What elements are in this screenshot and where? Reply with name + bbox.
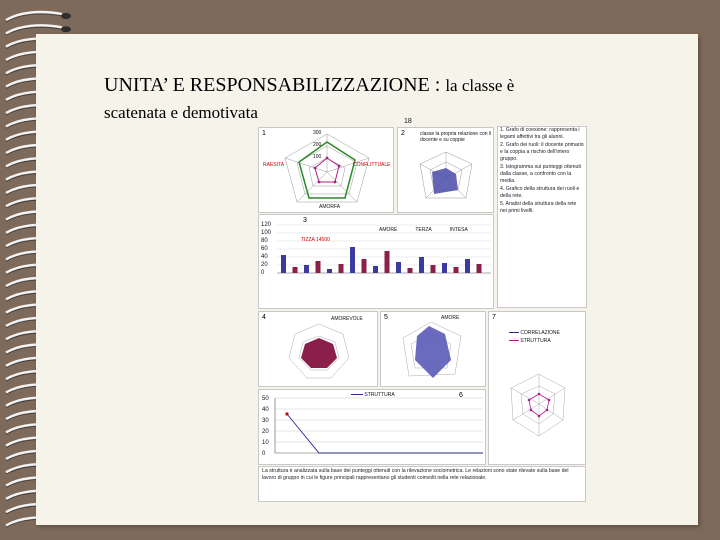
- panel-number: 2: [401, 130, 405, 137]
- bar: [339, 264, 344, 273]
- y-tick: 100: [261, 230, 272, 236]
- bar: [442, 263, 447, 273]
- bar-legend-item: INTESA: [449, 227, 468, 233]
- note-item: 2. Grafo dei ruoli: il docente primario e la coppia a rischio dell'intero gruppo.: [500, 142, 584, 162]
- bar: [281, 255, 286, 273]
- note-item: 1. Grafo di coesione: rappresenta i legami affettivi tra gli alunni.: [500, 127, 580, 140]
- bar-legend: [379, 218, 468, 236]
- title-main: UNITA’ E RESPONSABILIZZAZIONE :: [104, 74, 441, 96]
- note-item: 3. Istogramma sui punteggi ottenuti dalla classe, a confronto con la media.: [500, 164, 582, 184]
- bar: [419, 257, 424, 273]
- radar1-label: 200: [313, 142, 322, 148]
- panel-number: 1: [262, 130, 266, 137]
- panel-number: 4: [262, 314, 266, 321]
- y-tick: 40: [262, 407, 269, 413]
- y-tick: 120: [261, 222, 272, 228]
- bar: [362, 259, 367, 273]
- y-tick: 60: [261, 246, 268, 252]
- radar-chart-5: [381, 312, 486, 387]
- y-tick: 10: [262, 440, 269, 446]
- panel-number: 3: [303, 217, 307, 224]
- bar-legend-item: AMORE: [379, 227, 398, 233]
- bar: [408, 268, 413, 273]
- y-tick: 50: [262, 396, 269, 402]
- radar-chart-4: [259, 312, 378, 387]
- panel-number: 7: [492, 314, 496, 321]
- bar: [304, 265, 309, 273]
- note-item: 4. Grafico della struttura dei ruoli e della rete.: [500, 186, 580, 199]
- radar1-label: CONFLITTUALE: [353, 162, 391, 168]
- y-tick: 0: [262, 451, 266, 457]
- panel2-title: classe la propria relazione con il docente e su coppie: [420, 131, 492, 143]
- radar1-label: AMORFA: [319, 204, 341, 210]
- slide-subtitle: scatenata e demotivata: [104, 103, 258, 122]
- title-small: la classe è: [445, 76, 515, 95]
- spiral-ring: [6, 12, 71, 22]
- bar: [327, 269, 332, 273]
- y-tick: 0: [261, 270, 265, 276]
- bar: [431, 265, 436, 273]
- bar: [293, 267, 298, 273]
- panel7-legend-item: CORRELAZIONE: [509, 330, 560, 336]
- line-y-axis: [262, 394, 269, 460]
- bar: [454, 267, 459, 273]
- panel4-legend: AMOREVOLE: [331, 316, 363, 322]
- y-tick: 20: [261, 262, 268, 268]
- bar: [373, 266, 378, 273]
- y-tick: 30: [262, 418, 269, 424]
- bar: [396, 262, 401, 273]
- line-legend: STRUTTURA: [351, 392, 395, 398]
- panel-number: 5: [384, 314, 388, 321]
- panel-number: 6: [459, 392, 463, 399]
- slide-title: [104, 74, 514, 97]
- radar-chart-1: [259, 128, 394, 213]
- panel5-legend: AMORE: [441, 315, 460, 321]
- caption-text: La struttura è analizzata sulla base dei punteggi ottenuti con la rilevazione sociometrica. Le relazioni sono state rilevate sulla base del lavoro di gruppo in cui le figure principali rappresentano gli studenti coinvolti nella rete relazionale.: [262, 468, 569, 481]
- note-item: 5. Analisi della struttura della rete nei primi livelli.: [500, 201, 577, 214]
- y-tick: 20: [262, 429, 269, 435]
- bar-y-axis: [261, 221, 271, 277]
- radar-panel-2: [397, 127, 494, 213]
- bar: [350, 247, 355, 273]
- y-tick: 40: [261, 254, 268, 260]
- y-tick: 80: [261, 238, 268, 244]
- bar-chart-panel: [258, 214, 494, 309]
- bar: [465, 259, 470, 273]
- radar1-label: 100: [313, 154, 322, 160]
- bar-legend-item: TERZA: [415, 227, 432, 233]
- radar-panel-4: [258, 311, 378, 387]
- radar1-label: 300: [313, 130, 322, 136]
- bar: [316, 261, 321, 273]
- line-chart-panel: [258, 389, 486, 465]
- radar-panel-5: [380, 311, 486, 387]
- figure-notes: [497, 126, 587, 308]
- bar-annotation: TIZZA 14500: [301, 237, 330, 243]
- bar: [385, 251, 390, 273]
- radar-panel-1: [258, 127, 394, 213]
- figure-top-number: 18: [404, 118, 412, 125]
- panel7-legend: [509, 330, 560, 344]
- panel7-legend-item: STRUTTURA: [509, 338, 560, 344]
- line-chart: [259, 390, 486, 465]
- radar-panel-7: [488, 311, 586, 465]
- figure-caption: [258, 466, 586, 502]
- bar: [477, 264, 482, 273]
- radar1-label: RAESITA: [263, 162, 285, 168]
